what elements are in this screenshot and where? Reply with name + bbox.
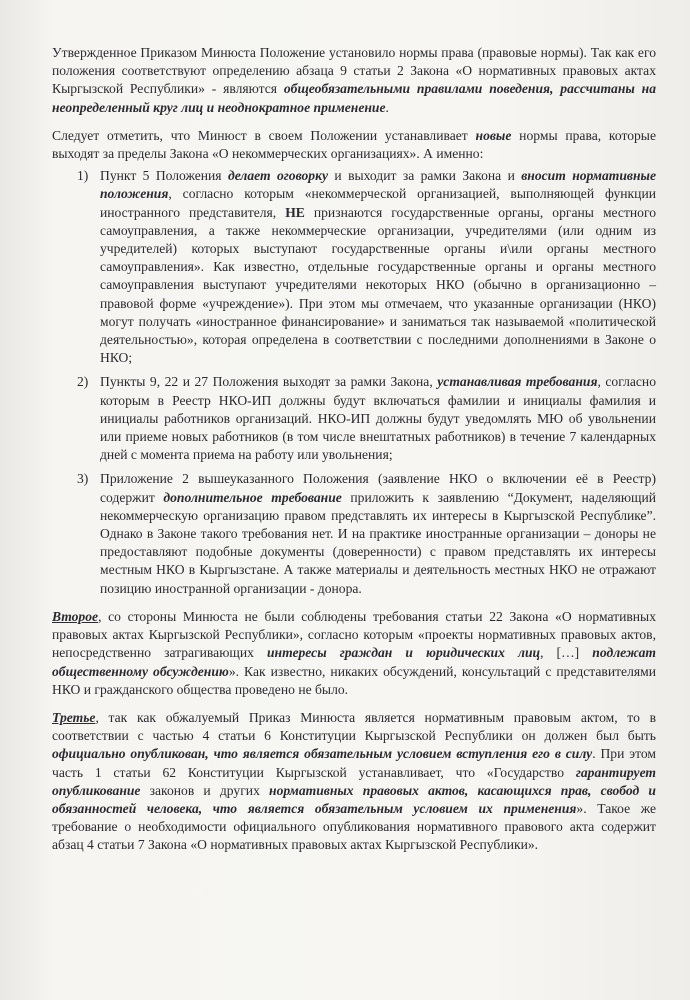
emphasis-text: вносит нормативные положения [100, 168, 656, 202]
paragraph-normative-norms [52, 44, 656, 117]
text-run: . При этом часть 1 статьи 62 Конституции Кыргызской устанавливает, что «Государство [52, 746, 656, 780]
emphasis-text: нормативных правовых актов, касающихся прав, свобод и обязанностей человека, что является обязательным условием их применения [52, 782, 656, 816]
text-run: Пункт 5 Положения [100, 168, 228, 184]
emphasis-text: делает оговорку [227, 168, 329, 184]
text-run: , согласно которым в Реестр НКО-ИП должны будут включаться фамилии и инициалы фамилия и инициалы работников организаций. НКО-ИП должны будут уведомлять МЮ об увольнении или приеме новых работников (в том числе внештатных работников) в течение 7 календарных дней с момента приема на работу или увольнения; [100, 374, 657, 463]
text-run: . [385, 99, 389, 115]
section-label: Второе [52, 608, 99, 624]
text-run: , со стороны Минюста не были соблюдены требования статьи 22 Закона «О нормативных правовых актах Кыргызской Республики», согласно которым «проекты нормативных правовых актов, непосредственно затрагивающих [52, 608, 656, 661]
text-run: нормы права, которые выходят за пределы Закона «О некоммерческих организациях». А именно: [52, 127, 656, 162]
list-item [77, 470, 656, 597]
list-number: 3) [77, 471, 89, 487]
paragraph-new-norms [52, 127, 656, 163]
paragraph-second [52, 608, 656, 699]
emphasis-text: подлежат общественному обсуждению [52, 645, 657, 679]
emphasis-text: гарантирует опубликование [52, 764, 656, 798]
emphasis-text: официально опубликован, что является обязательным условием вступления его в силу [52, 746, 593, 762]
emphasis-text: дополнительное требование [163, 489, 342, 505]
text-run: Следует отметить, что Минюст в своем Положении устанавливает [52, 127, 476, 143]
text-run: Приложение 2 вышеуказанного Положения (заявление НКО о включении её в Реестр) содержит [100, 471, 656, 505]
text-run: приложить к заявлению “Документ, наделяющий некоммерческую организацию правом представлять их интересы в Кыргызской Республике”. Однако в Законе такого требования нет. И на практике иностранные организации – доноры не предоставляют подобные документы (доверенности) с правом представлять их интересы местным НКО в Кыргызстане. А также материалы и деятельность местных НКО не отражают позицию иностранной организации - донора. [100, 489, 656, 596]
emphasis-text: устанавливая требования [437, 374, 598, 390]
emphasis-text: новые [475, 127, 512, 143]
text-run: Пункты 9, 22 и 27 Положения выходят за рамки Закона, [100, 374, 438, 390]
paragraph-third [52, 709, 656, 855]
text-run: , согласно которым «некоммерческой организацией, выполняющей функции иностранного представителя, [100, 186, 656, 220]
text-run: Утвержденное Приказом Минюста Положение установило нормы права (правовые нормы). Так как его положения соответствуют определению абзаца 9 статьи 2 Закона «О нормативных правовых актах Кыргызской Республики» - являются [52, 45, 656, 97]
numbered-list [52, 167, 656, 598]
text-run: ». Как известно, никаких обсуждений, консультаций с представителями НКО и гражданского общества проведено не было. [52, 663, 656, 697]
emphasis-text: НЕ [285, 204, 305, 220]
list-number: 1) [77, 168, 89, 184]
text-run: и выходит за рамки Закона и [328, 168, 522, 184]
text-run: законов и других [140, 782, 270, 798]
list-item [77, 373, 657, 464]
text-run: , так как обжалуемый Приказ Минюста является нормативным правовым актом, то в соответствии с частью 4 статьи 6 Конституции Кыргызской Республики он должен был быть [52, 709, 656, 744]
list-item [77, 167, 656, 367]
emphasis-text: интересы граждан и юридических лиц [266, 645, 541, 661]
section-label: Третье [52, 709, 96, 725]
text-run: признаются государственные органы, органы местного самоуправления, а также некоммерческие организации, учредителями (или одним из учредителей) которых выступают государственные органы и\или органы местного самоуправления». Как известно, отдельные государственные органы и органы местного самоуправления выступают учредителями некоторых НКО (обычно в организационно – правовой форме «учреждение»). При этом мы отмечаем, что указанные организации (НКО) могут получать «иностранное финансирование» и заниматься так называемой «политической деятельностью», которая определена в соответствии с последними дополнениями в Законе о НКО; [100, 204, 656, 366]
emphasis-text: общеобязательными правилами поведения, рассчитаны на неопределенный круг лиц и неоднократное применение [52, 81, 656, 115]
text-run: ». Такое же требование о необходимости официального опубликования нормативного правового акта содержит абзац 4 статьи 7 Закона «О нормативных правовых актах Кыргызской Республики». [52, 800, 657, 853]
text-run: , […] [540, 645, 593, 661]
list-number: 2) [77, 374, 89, 390]
